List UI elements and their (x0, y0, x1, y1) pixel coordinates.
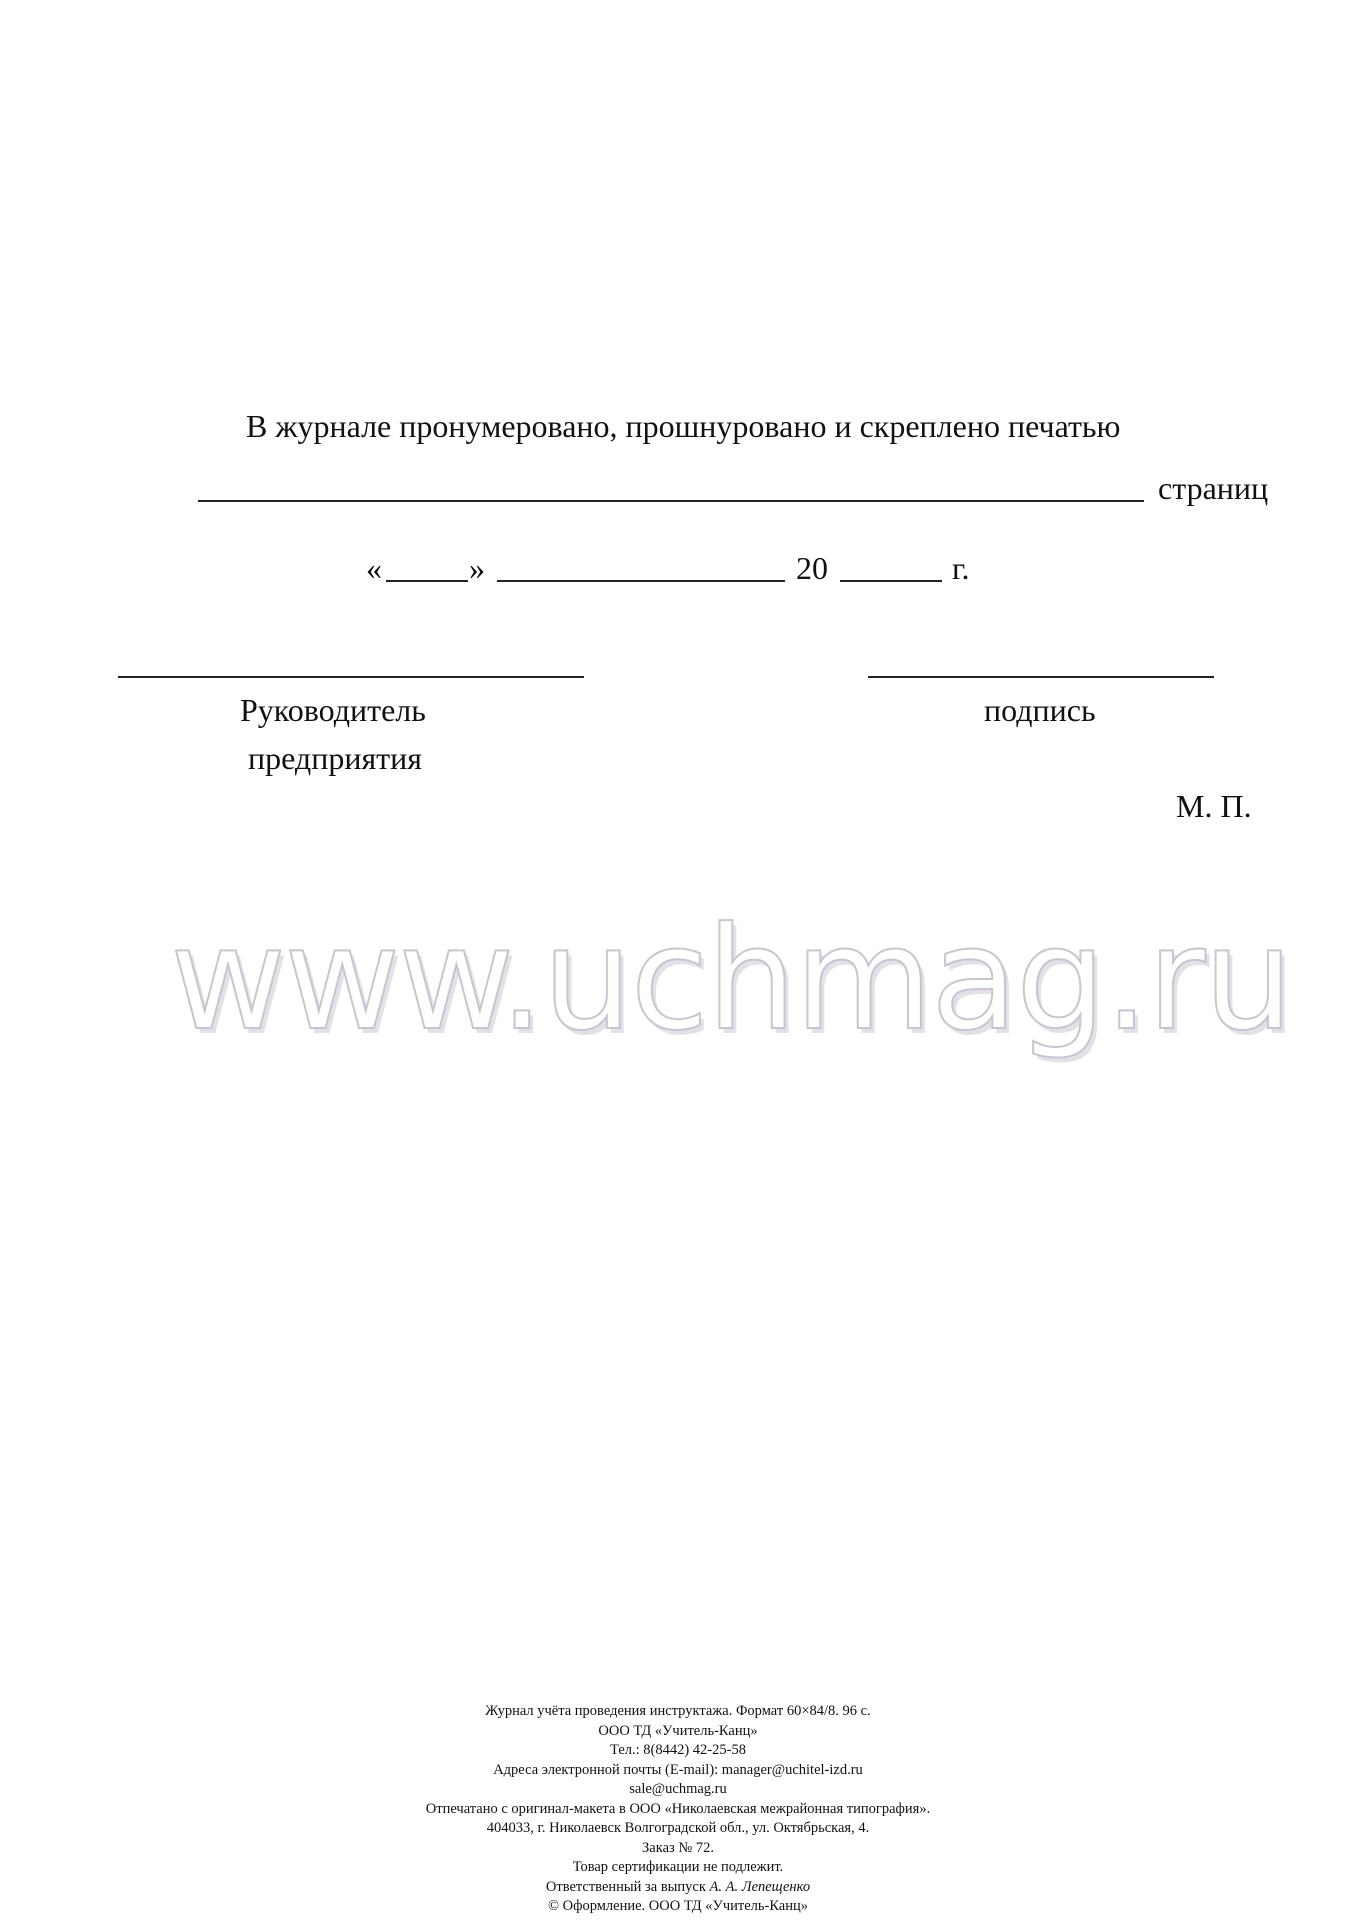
date-year-suffix: г. (952, 550, 970, 586)
pages-label: страниц (1158, 470, 1269, 506)
imprint-order: Заказ № 72. (642, 1839, 714, 1856)
certification-statement: В журнале пронумеровано, прошнуровано и скреплено печатью (246, 408, 1121, 444)
pages-count-blank (198, 500, 1144, 502)
imprint-phone: Тел.: 8(8442) 42-25-58 (610, 1742, 746, 1758)
imprint-responsible-name: А. А. Лепещенко (709, 1878, 811, 1895)
imprint-printed: Отпечатано с оригинал-макета в ООО «Николаевская межрайонная типография». (425, 1800, 931, 1817)
head-label-line2: предприятия (248, 740, 422, 776)
imprint-publisher: ООО ТД «Учитель-Канц» (598, 1722, 758, 1739)
head-label-line1: Руководитель (240, 692, 426, 728)
signature-blank (868, 676, 1214, 678)
imprint-address: 404033, г. Николаевск Волгоградской обл., ул. Октябрьская, 4. (486, 1820, 870, 1836)
imprint-emails: Адреса электронной почты (E-mail): manager@uchitel-izd.ru (493, 1761, 863, 1778)
signature-label: подпись (984, 692, 1096, 728)
year-blank (840, 580, 942, 582)
imprint-responsible-prefix: Ответственный за выпуск (545, 1878, 710, 1895)
watermark: www.uchmag.ru (170, 897, 1292, 1062)
stamp-place-label: М. П. (1176, 788, 1252, 824)
head-name-blank (118, 676, 584, 678)
imprint-certification: Товар сертификации не подлежит. (572, 1859, 784, 1875)
date-century: 20 (796, 550, 828, 586)
date-open-quote: « (366, 550, 382, 586)
imprint-responsible (0, 1878, 1356, 1898)
day-blank (386, 580, 468, 582)
date-close-quote: » (469, 550, 485, 586)
imprint-design: © Оформление. ООО ТД «Учитель-Канц» (547, 1898, 809, 1914)
imprint-email-2: sale@uchmag.ru (629, 1781, 727, 1797)
imprint-footer (0, 1702, 1356, 1917)
imprint-title: Журнал учёта проведения инструктажа. Формат 60×84/8. 96 с. (485, 1703, 871, 1719)
month-blank (497, 580, 785, 582)
